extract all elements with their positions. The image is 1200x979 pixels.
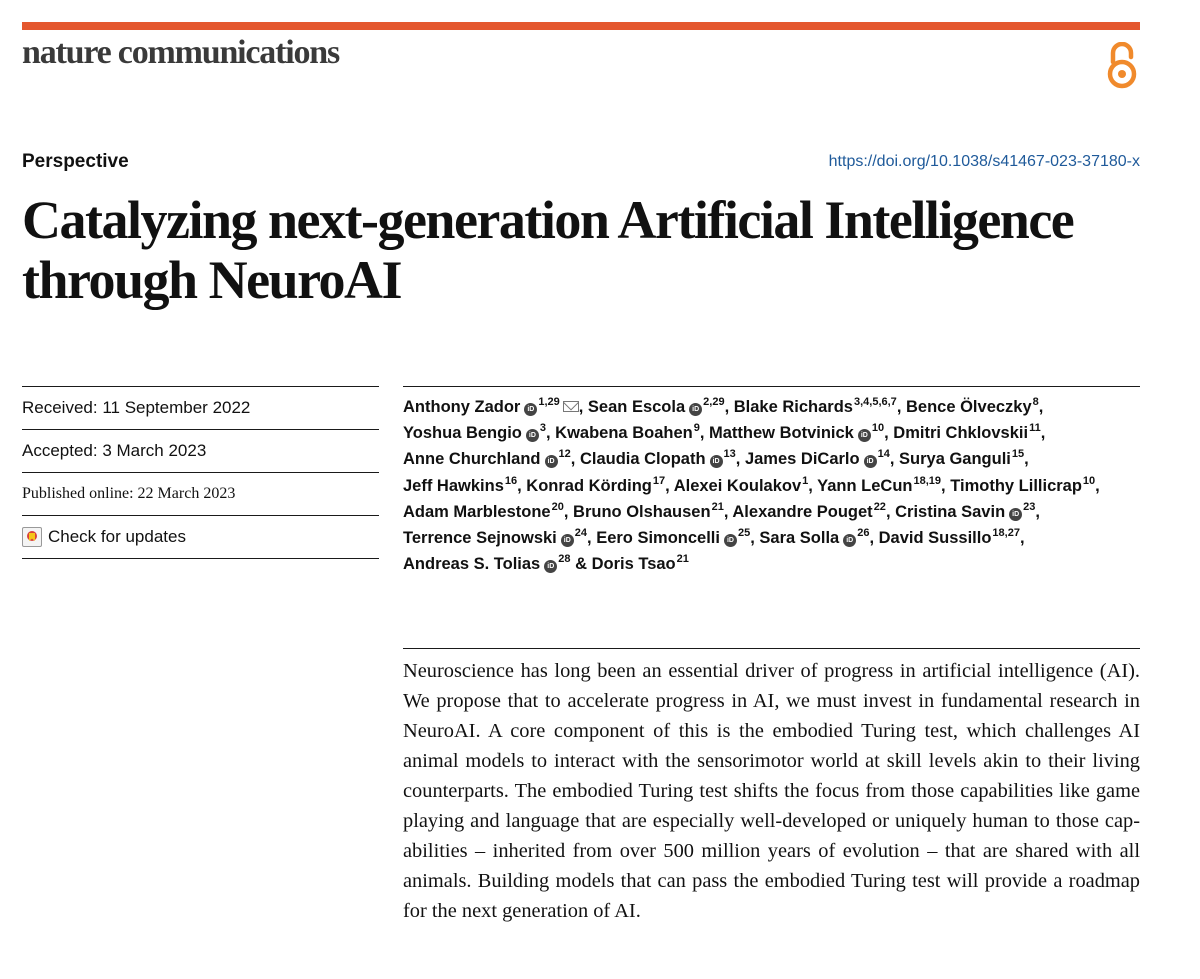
author-name[interactable]: Dmitri Chklovskii xyxy=(893,424,1029,443)
author-affiliation[interactable]: 9 xyxy=(693,422,700,435)
author-separator: , xyxy=(1019,529,1025,548)
open-access-lock-icon xyxy=(1104,42,1140,90)
author-separator: & xyxy=(570,555,592,574)
orcid-icon[interactable]: iD xyxy=(858,429,871,442)
author-entry xyxy=(899,450,1024,468)
author-name[interactable]: Sean Escola xyxy=(587,398,686,416)
author-separator: , xyxy=(808,476,818,495)
author-affiliation[interactable]: 28 xyxy=(558,553,571,566)
author-name[interactable]: Timothy Lillicrap xyxy=(950,476,1082,495)
author-name[interactable]: Andreas S. Tolias xyxy=(403,555,541,574)
author-affiliation[interactable]: 3,4,5,6,7 xyxy=(853,396,897,408)
author-affiliation[interactable]: 10 xyxy=(1082,474,1096,487)
author-separator: , xyxy=(750,529,760,548)
orcid-icon[interactable]: iD xyxy=(526,429,539,442)
author-entry xyxy=(879,529,1020,547)
author-entry xyxy=(759,529,869,547)
author-separator: , xyxy=(587,529,597,548)
author-affiliation[interactable]: 21 xyxy=(711,500,724,513)
author-separator: , xyxy=(1040,424,1046,443)
author-affiliation[interactable]: 25 xyxy=(737,527,751,540)
author-entry xyxy=(673,474,809,495)
author-name[interactable]: Anthony Zador xyxy=(403,398,521,416)
author-entry xyxy=(732,500,886,521)
author-separator: , xyxy=(1095,476,1100,495)
author-name[interactable]: Konrad Körding xyxy=(526,476,652,495)
authors-divider xyxy=(403,386,1140,387)
author-entry xyxy=(403,424,546,442)
author-name[interactable]: Jeff Hawkins xyxy=(403,476,504,495)
author-separator: , xyxy=(563,502,574,521)
author-name[interactable]: Cristina Savin xyxy=(895,502,1006,521)
author-separator: , xyxy=(941,476,951,495)
author-entry xyxy=(592,555,689,573)
author-entry xyxy=(950,474,1096,495)
author-separator: , xyxy=(517,476,527,495)
orcid-icon[interactable]: iD xyxy=(1009,508,1022,521)
author-entry xyxy=(895,500,1036,521)
check-for-updates-button[interactable] xyxy=(22,515,379,559)
author-affiliation[interactable]: 24 xyxy=(574,527,588,540)
author-affiliation[interactable]: 21 xyxy=(676,553,689,566)
author-separator: , xyxy=(699,424,709,443)
author-separator: , xyxy=(570,450,580,469)
author-entry xyxy=(555,424,700,442)
author-affiliation[interactable]: 26 xyxy=(857,527,870,540)
author-entry xyxy=(403,474,518,495)
published-date: Published online: 22 March 2023 xyxy=(22,472,379,515)
doi-link[interactable]: https://doi.org/10.1038/s41467-023-37180-x xyxy=(828,153,1140,170)
author-affiliation[interactable]: 22 xyxy=(873,500,886,513)
author-entry xyxy=(580,450,736,468)
author-list xyxy=(403,394,1143,577)
author-entry xyxy=(403,398,579,416)
article-title: Catalyzing next-generation Artificial Intelligence through NeuroAI xyxy=(22,190,1074,310)
author-entry xyxy=(709,424,884,442)
author-separator: , xyxy=(735,450,745,469)
author-name[interactable]: Bence Ölveczky xyxy=(905,398,1032,416)
author-affiliation[interactable]: 2,29 xyxy=(703,396,725,408)
author-affiliation[interactable]: 11 xyxy=(1029,422,1041,435)
author-name[interactable]: Terrence Sejnowski xyxy=(403,529,557,548)
received-date: Received: 11 September 2022 xyxy=(22,386,379,429)
author-affiliation[interactable]: 20 xyxy=(551,500,564,513)
author-name[interactable]: Kwabena Boahen xyxy=(555,424,693,443)
author-affiliation[interactable]: 3 xyxy=(539,422,546,435)
author-affiliation[interactable]: 1,29 xyxy=(538,396,560,408)
author-entry xyxy=(734,398,897,416)
author-name[interactable]: Claudia Clopath xyxy=(579,450,706,469)
author-name[interactable]: Yann LeCun xyxy=(817,476,913,495)
author-affiliation[interactable]: 10 xyxy=(871,422,885,435)
author-affiliation[interactable]: 16 xyxy=(504,474,518,487)
orcid-icon[interactable]: iD xyxy=(710,455,723,468)
author-affiliation[interactable]: 13 xyxy=(723,448,736,461)
author-separator: , xyxy=(1038,398,1044,416)
author-entry xyxy=(745,450,890,468)
author-separator: , xyxy=(578,398,588,416)
email-icon[interactable] xyxy=(563,401,579,412)
accepted-date: Accepted: 3 March 2023 xyxy=(22,429,379,472)
journal-name[interactable]: nature communications xyxy=(22,34,340,71)
author-entry xyxy=(403,500,564,521)
author-separator: , xyxy=(889,450,900,469)
author-affiliation[interactable]: 12 xyxy=(558,448,571,461)
author-name[interactable]: Matthew Botvinick xyxy=(709,424,854,443)
author-separator: , xyxy=(1024,450,1029,469)
author-affiliation[interactable]: 23 xyxy=(1023,500,1036,513)
author-name[interactable]: Alexandre Pouget xyxy=(732,502,873,521)
orcid-icon[interactable]: iD xyxy=(689,403,702,416)
author-name[interactable]: Blake Richards xyxy=(733,398,853,416)
author-entry xyxy=(817,474,942,495)
author-entry xyxy=(596,529,750,547)
author-entry xyxy=(403,555,571,573)
author-separator: , xyxy=(885,502,896,521)
author-entry xyxy=(893,424,1040,442)
author-separator: , xyxy=(724,398,734,416)
orcid-icon[interactable]: iD xyxy=(544,560,557,573)
author-name[interactable]: Eero Simoncelli xyxy=(596,529,720,548)
abstract-text: Neuroscience has long been an essential driver of progress in artificial intelligence (AI). We propose that to accelerate progress in AI, we must invest in fundamental research in NeuroAI. A core component of this is the embodied Turing test, which challenges AI animal models to interact with the sensorimotor world at skill levels akin to their living counterparts. The embodied Turing test shifts the focus from those capabilities like game playing and language that are especially well-developed or uniquely human to those capabilities – inherited from over 500 million years of evolution – that are shared with all animals. Building models that can pass the embodied Turing test will provide a roadmap for the next generation of AI. xyxy=(403,660,1140,922)
author-name[interactable]: Alexei Koulakov xyxy=(673,476,802,495)
author-name[interactable]: James DiCarlo xyxy=(744,450,860,469)
author-name[interactable]: Bruno Olshausen xyxy=(573,502,711,521)
author-name[interactable]: David Sussillo xyxy=(878,529,992,548)
check-updates-icon xyxy=(22,527,42,547)
author-affiliation[interactable]: 8 xyxy=(1032,396,1039,408)
author-affiliation[interactable]: 18,27 xyxy=(992,527,1020,540)
author-separator: , xyxy=(546,424,556,443)
author-entry xyxy=(403,450,571,468)
author-name[interactable]: Anne Churchland xyxy=(403,450,541,469)
orcid-icon[interactable]: iD xyxy=(561,534,574,547)
orcid-icon[interactable]: iD xyxy=(843,534,856,547)
author-affiliation[interactable]: 17 xyxy=(652,474,666,487)
author-separator: , xyxy=(665,476,674,495)
orcid-icon[interactable]: iD xyxy=(545,455,558,468)
article-type-label: Perspective xyxy=(22,151,129,172)
orcid-icon[interactable]: iD xyxy=(524,403,537,416)
author-affiliation[interactable]: 14 xyxy=(877,448,890,461)
author-entry xyxy=(588,398,725,416)
orcid-icon[interactable]: iD xyxy=(864,455,877,468)
author-separator: , xyxy=(896,398,906,416)
author-separator: , xyxy=(884,424,894,443)
author-name[interactable]: Sara Solla xyxy=(759,529,840,548)
journal-accent-bar xyxy=(22,22,1140,30)
author-entry xyxy=(403,529,587,547)
author-name[interactable]: Surya Ganguli xyxy=(899,450,1011,469)
author-entry xyxy=(906,398,1039,416)
author-affiliation[interactable]: 18,19 xyxy=(913,474,942,487)
author-affiliation[interactable]: 15 xyxy=(1011,448,1025,461)
author-name[interactable]: Adam Marblestone xyxy=(403,502,551,521)
orcid-icon[interactable]: iD xyxy=(724,534,737,547)
author-separator: , xyxy=(723,502,733,521)
author-entry xyxy=(573,500,724,521)
author-separator: , xyxy=(1035,502,1040,521)
abstract-divider xyxy=(403,648,1140,649)
author-name[interactable]: Yoshua Bengio xyxy=(403,424,522,443)
article-history xyxy=(22,386,379,559)
author-name[interactable]: Doris Tsao xyxy=(591,555,676,574)
check-for-updates-label: Check for updates xyxy=(48,527,186,546)
author-separator: , xyxy=(869,529,879,548)
author-affiliation[interactable]: 1 xyxy=(802,474,809,487)
author-entry xyxy=(526,474,666,495)
